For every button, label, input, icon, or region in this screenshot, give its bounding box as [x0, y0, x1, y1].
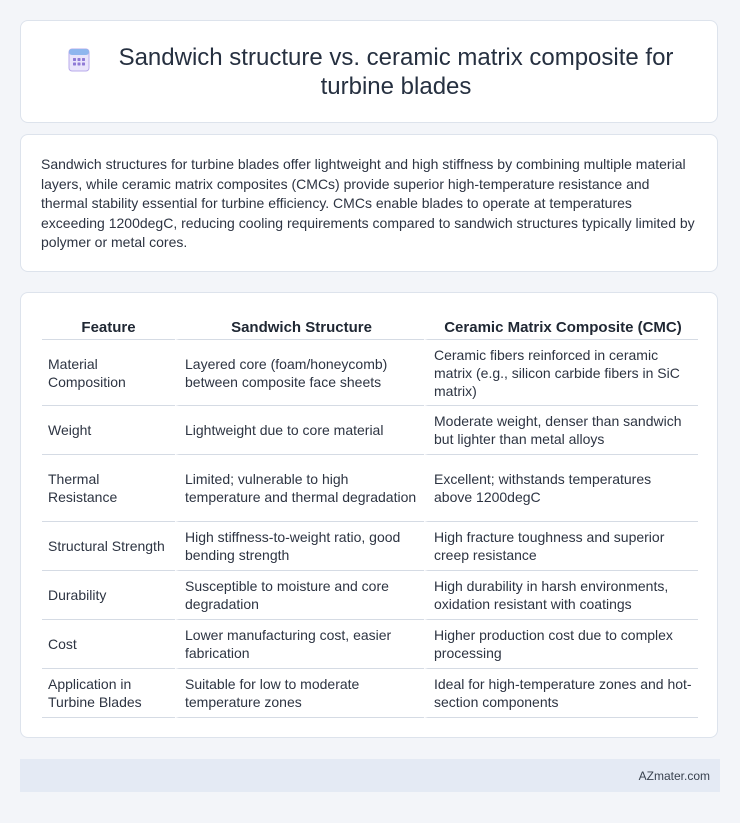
sandwich-cell: Suitable for low to moderate temperature zones: [175, 669, 424, 718]
table-header-row: [42, 313, 698, 340]
feature-cell: Application in Turbine Blades: [42, 669, 175, 718]
column-header-cmc: Ceramic Matrix Composite (CMC): [424, 313, 698, 340]
table-row: [42, 455, 698, 522]
table-row: [42, 340, 698, 406]
sandwich-cell: Layered core (foam/honeycomb) between composite face sheets: [175, 340, 424, 406]
cmc-cell: High fracture toughness and superior creep resistance: [424, 522, 698, 571]
column-header-sandwich: Sandwich Structure: [175, 313, 424, 340]
feature-cell: Thermal Resistance: [42, 455, 175, 522]
cmc-cell: Excellent; withstands temperatures above 1200degC: [424, 455, 698, 522]
table-row: [42, 571, 698, 620]
table-row: [42, 669, 698, 718]
summary-text: Sandwich structures for turbine blades offer lightweight and high stiffness by combining multiple material layers, while ceramic matrix composites (CMCs) provide superior high-temperature resistance and thermal stability essential for turbine efficiency. CMCs enable blades to operate at temperatures exceeding 1200degC, reducing cooling requirements compared to sandwich structures typically limited by polymer or metal cores.: [41, 156, 695, 250]
sandwich-cell: Lower manufacturing cost, easier fabrication: [175, 620, 424, 669]
cmc-cell: Moderate weight, denser than sandwich but lighter than metal alloys: [424, 406, 698, 455]
sandwich-cell: Limited; vulnerable to high temperature and thermal degradation: [175, 455, 424, 522]
comparison-table: [42, 313, 698, 718]
feature-cell: Durability: [42, 571, 175, 620]
page-title: Sandwich structure vs. ceramic matrix composite for turbine blades: [118, 43, 674, 100]
title-wrap: [66, 43, 686, 101]
sandwich-cell: Lightweight due to core material: [175, 406, 424, 455]
table-card: [20, 292, 718, 738]
feature-cell: Cost: [42, 620, 175, 669]
cmc-cell: Ceramic fibers reinforced in ceramic matrix (e.g., silicon carbide fibers in SiC matrix): [424, 340, 698, 406]
cmc-cell: Ideal for high-temperature zones and hot-section components: [424, 669, 698, 718]
table-row: [42, 406, 698, 455]
feature-cell: Material Composition: [42, 340, 175, 406]
sandwich-cell: Susceptible to moisture and core degradation: [175, 571, 424, 620]
cmc-cell: Higher production cost due to complex processing: [424, 620, 698, 669]
table-row: [42, 620, 698, 669]
cmc-cell: High durability in harsh environments, oxidation resistant with coatings: [424, 571, 698, 620]
footer-bar: [20, 759, 720, 792]
feature-cell: Weight: [42, 406, 175, 455]
table-row: [42, 522, 698, 571]
document-icon: [66, 47, 92, 73]
sandwich-cell: High stiffness-to-weight ratio, good bending strength: [175, 522, 424, 571]
title-card: [20, 20, 718, 123]
summary-card: [20, 134, 718, 272]
footer-site-name: AZmater.com: [638, 768, 710, 783]
feature-cell: Structural Strength: [42, 522, 175, 571]
column-header-feature: Feature: [42, 313, 175, 340]
